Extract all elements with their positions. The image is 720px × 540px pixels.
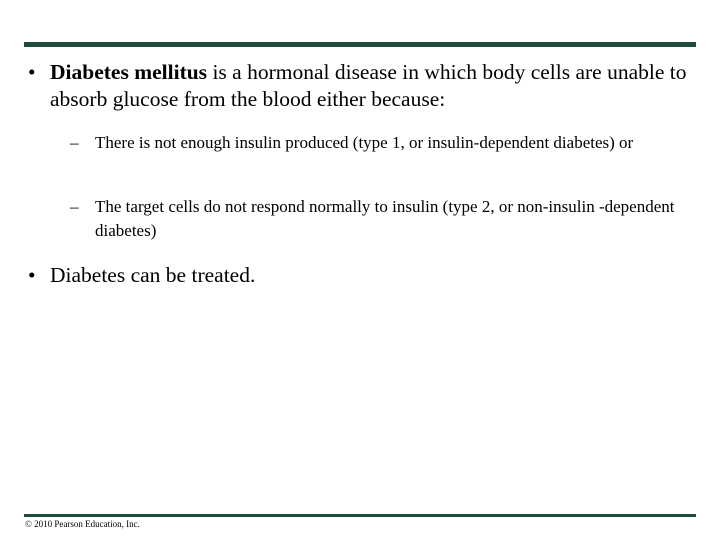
sub-bullet-item-type-1 xyxy=(70,131,690,155)
bullet-text: Diabetes can be treated. xyxy=(50,263,256,287)
bullet-marker: • xyxy=(28,60,36,84)
bottom-rule xyxy=(24,514,696,517)
sub-bullet-marker: – xyxy=(70,133,79,152)
bullet-marker: • xyxy=(28,263,36,287)
bullet-text-rest: is a hormonal disease in which body cells are unable to absorb glucose from the blood either because: xyxy=(50,60,687,111)
bullet-item-diabetes-definition xyxy=(28,59,688,113)
sub-bullet-item-type-2 xyxy=(70,195,690,243)
sub-bullet-marker: – xyxy=(70,197,79,216)
bullet-item-treatment xyxy=(28,262,688,289)
bullet-text xyxy=(50,59,688,113)
bold-term: Diabetes mellitus xyxy=(50,60,208,84)
copyright-footer: © 2010 Pearson Education, Inc. xyxy=(25,519,140,529)
sub-bullet-text: The target cells do not respond normally to insulin (type 2, or non-insulin -dependent diabetes) xyxy=(95,197,675,240)
top-rule xyxy=(24,42,696,47)
sub-bullet-text: There is not enough insulin produced (type 1, or insulin-dependent diabetes) or xyxy=(95,133,634,152)
